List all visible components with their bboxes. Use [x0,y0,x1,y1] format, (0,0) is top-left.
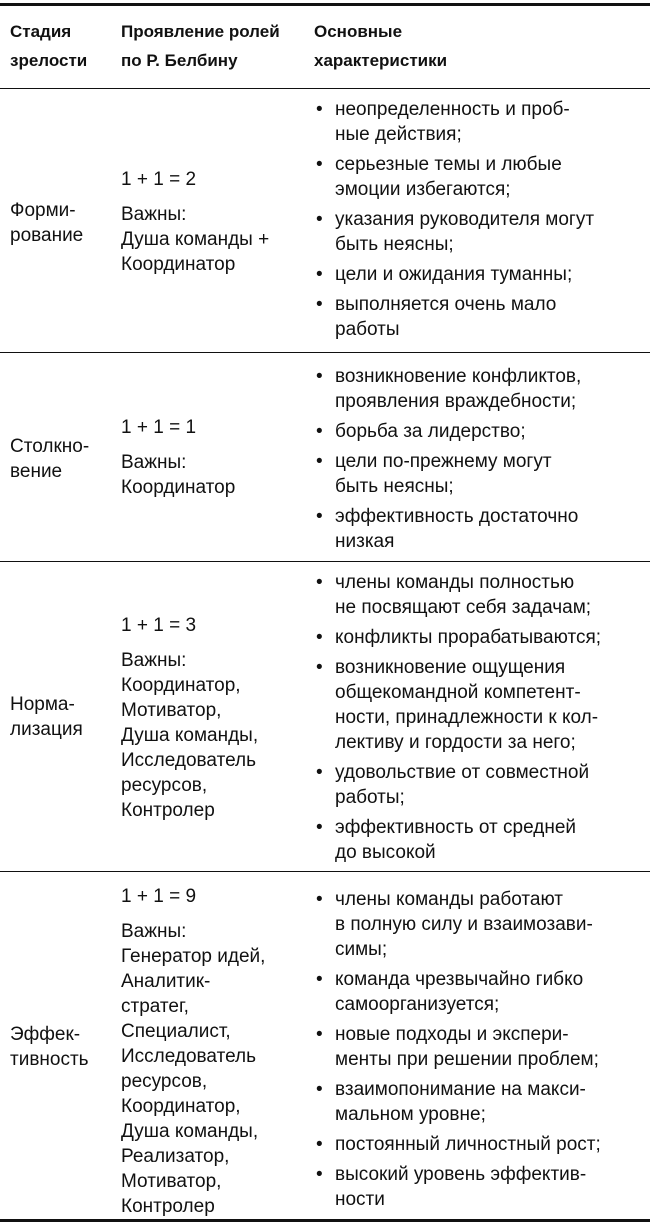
list-item: • неопределенность и проб- ные действия; [314,97,650,147]
characteristics-storming [314,364,650,554]
characteristics-norming [314,570,650,865]
list-item: • эффективность от средней до высокой [314,815,650,865]
header-stage: Стадия зрелости [10,22,88,70]
row-separator [0,352,650,353]
stage-performing: Эффек- тивность [10,1024,89,1070]
header-roles: Проявление ролей по Р. Белбину [121,22,280,70]
header-separator [0,88,650,89]
list-item: • эффективность достаточно низкая [314,504,650,554]
list-item: • цели и ожидания туманны; [314,262,650,287]
list-item: • взаимопонимание на макси- мальном уровне; [314,1077,650,1127]
formula: 1 + 1 = 1 [121,417,197,438]
row-separator [0,561,650,562]
stage-storming: Столкно- вение [10,436,90,482]
list-item: • команда чрезвычайно гибко самоорганизуется; [314,967,650,1017]
list-item: • члены команды работают в полную силу и взаимозави- симы; [314,887,650,962]
formula: 1 + 1 = 9 [121,886,197,907]
list-item: • серьезные темы и любые эмоции избегаются; [314,152,650,202]
list-item: • цели по-прежнему могут быть неясны; [314,449,650,499]
roles-performing [121,884,301,1219]
important-roles: Важны: Генератор идей, Аналитик- стратег, Специалист, Исследователь ресурсов, Координатор, Душа команды, Реализатор, Мотиватор, Контролер [121,921,266,1217]
list-item: • члены команды полностью не посвящают себя задачам; [314,570,650,620]
roles-norming [121,613,301,823]
header-characteristics: Основные характеристики [314,22,448,70]
table-bottom-rule [0,1219,650,1222]
list-item: • борьба за лидерство; [314,419,650,444]
important-roles: Важны: Душа команды + Координатор [121,204,270,275]
list-item: • возникновение конфликтов, проявления враждебности; [314,364,650,414]
list-item: • постоянный личностный рост; [314,1132,650,1157]
important-roles: Важны: Координатор, Мотиватор, Душа команды, Исследователь ресурсов, Контролер [121,650,259,821]
list-item: • удовольствие от совместной работы; [314,760,650,810]
list-item: • выполняется очень мало работы [314,292,650,342]
row-separator [0,871,650,872]
roles-storming [121,415,301,500]
formula: 1 + 1 = 3 [121,615,197,636]
characteristics-forming [314,97,650,342]
roles-forming [121,167,301,277]
formula: 1 + 1 = 2 [121,169,197,190]
list-item: • указания руководителя могут быть неясны; [314,207,650,257]
list-item: • конфликты прорабатываются; [314,625,650,650]
characteristics-performing [314,887,650,1212]
list-item: • новые подходы и экспери- менты при решении проблем; [314,1022,650,1072]
stage-forming: Форми- рование [10,200,84,246]
table-top-rule [0,3,650,6]
stage-norming: Норма- лизация [10,694,83,740]
important-roles: Важны: Координатор [121,452,236,498]
list-item: • возникновение ощущения общекомандной компетент- ности, принадлежности к кол- лективу и гордости за него; [314,655,650,755]
list-item: • высокий уровень эффектив- ности [314,1162,650,1212]
